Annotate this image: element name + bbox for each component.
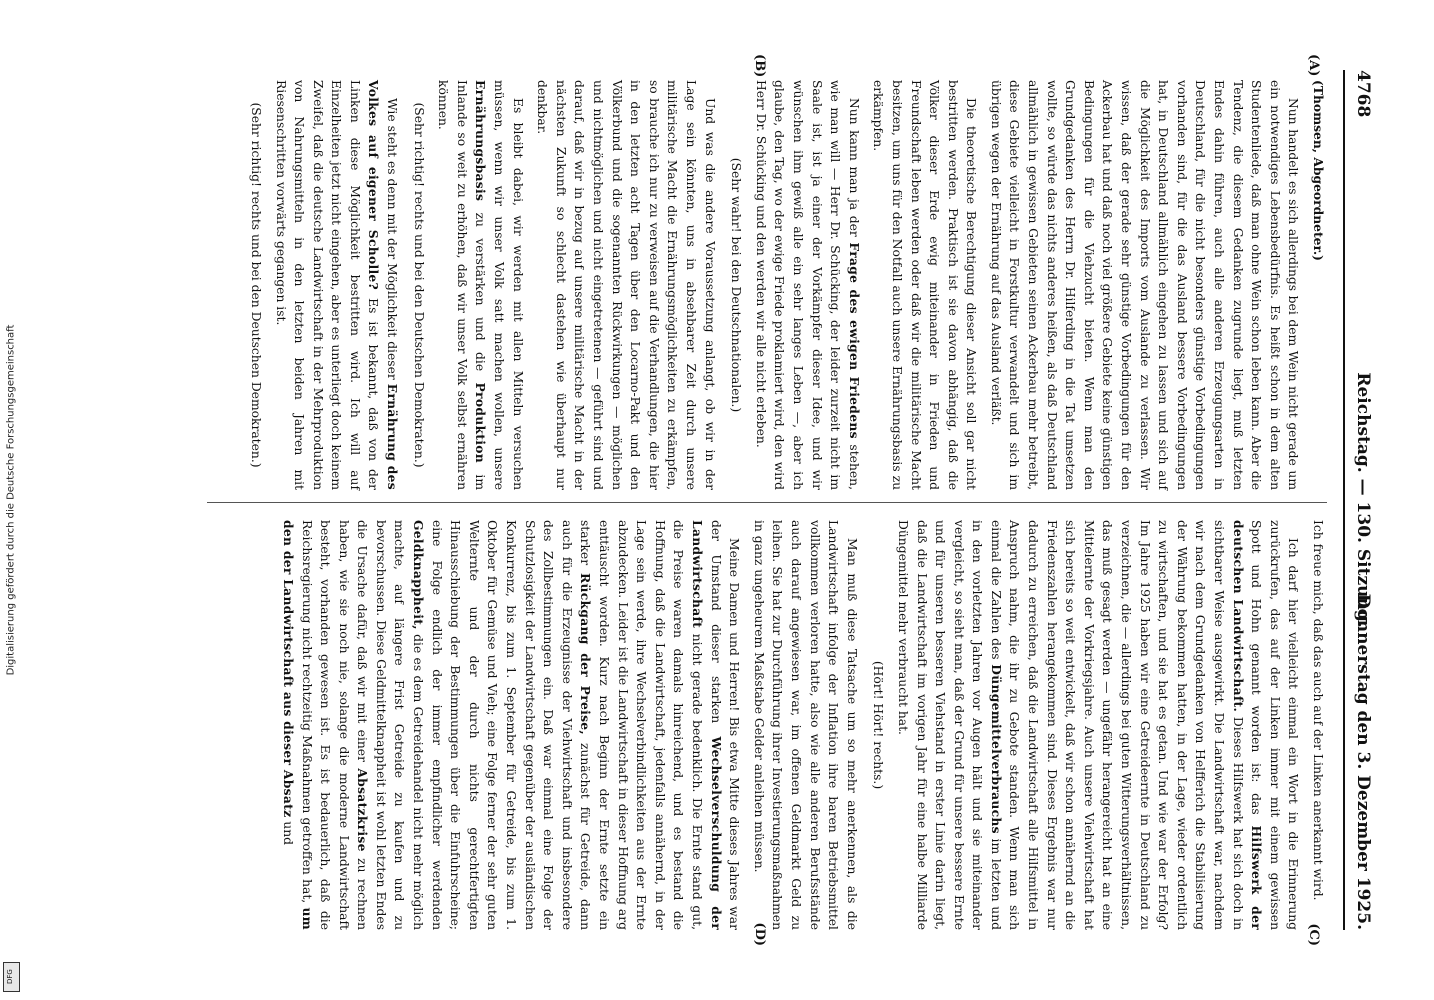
text-run: die es dem Getreidehandel nicht mehr möglich machte, auf längere Frist Getreide zu kaufen und zu bevorschussen. Diese Geldmittelknappheit ist wohl letzten Endes die Ursache dafür, daß wir mit einer (355, 520, 426, 930)
text-run: Es bleibt dabei, wir werden mit allen Mitteln versuchen müssen, wenn wir unser Volk satt machen wollen, unsere (492, 80, 525, 490)
emphasis: Rückgang der Preise, (578, 573, 594, 736)
emphasis: Absatzkrise (355, 768, 371, 852)
paragraph: Und was die andere Voraussetzung anlangt, ob wir in der Lage sein könnten, uns in absehbarer Zeit durch unsere militärische Macht die Ernährungsmöglichkeiten zu erkämpfen, so brauche ich nur zu verweisen auf die Verhandlungen, die hier in den letzten acht Tagen über den Locarno-Pakt und den Völkerbund und die sogenannten Rückwirkungen — möglichen und nichtmöglichen und nicht eingetretenen — geführt sind und darauf, daß wir in bezug auf unsere militärische Macht in der nächsten Zukunft so schlecht dastehen wie überhaupt nur denkbar. (535, 80, 717, 490)
right-column (272, 520, 1327, 930)
stage-direction: (Hört! Hört! rechts.) (871, 660, 886, 790)
rotated-page-content (167, 50, 1407, 950)
margin-marker-c: (C) (1306, 923, 1321, 946)
text-run: zunächst für Getreide, dann auch für die Erzeugnisse der Viehwirtschaft und insbesondere des Zollbestimmungen ein. Daß war einmal eine Folge der Schutzlosigkeit der Landwirtschaft gegenüber der ausländischen Konkurrenz, bis zum 1. September für Getreide, bis zum 1. Oktober für Gemüse und Vieh; eine Folge ferner der sehr guten Welternte und der durch nichts gerechtfertigten Hinausschiebung der Bestimmungen über die Einfuhrscheine; eine Folge endlich der immer empfindlicher werdenden (429, 520, 593, 930)
text-run: Dieses Hilfswerk hat sich doch in sichtbarer Weise ausgewirkt. Die Landwirtschaft war, nachdem wir nach dem Grundgedanken von Helfferich die Stabilisierung der Währung bekommen hatten, in der Lage, wieder ordentlich zu wirtschaften, und sie hat es getan. Und wie war der Erfolg? Im Jahre 1925 haben wir eine Getreideernte in Deutschland zu verzeichnen, die — allerdings bei guten Witterungsverhältnissen, das muß gesagt werden — ungefähr herangereicht hat an eine Mittelernte der Vorkriegsjahre. Auch unsere Viehwirtschaft hat sich bereits so weit entwickelt, daß wir schon annähernd an die Friedenszahlen herangekommen sind. Dieses Ergebnis war nur dadurch zu erreichen, daß die Landwirtschaft alle Hilfsmittel in Anspruch nahm, die ihr zu Gebote standen. Wenn man sich einmal die Zahlen des (988, 520, 1245, 930)
emphasis: Frage des ewigen Friedens (846, 242, 862, 439)
margin-marker-b: (B) (752, 54, 767, 78)
paragraph: Nun handelt es sich allerdings bei dem Wein nicht gerade um ein notwendiges Lebensbedürfnis. Es heißt schon in dem alten Studentenliede, daß man ohne Wein schon leben kann. Aber die Tendenz, die diesem Gedanken zugrunde liegt, muß letzten Endes dahin führen, auch alle anderen Erzeugungsarten in Deutschland, für die nicht besonders günstige Vorbedingungen vorhanden sind, für die das Ausland bessere Vorbedingungen hat, in Deutschland allmählich eingehen zu lassen und sich auf die Möglichkeit des Imports vom Auslande zu verlassen. Wir wissen, daß der gerade sehr günstige Vorbedingungen für den Ackerbau hat und daß noch viel größere Gebiete keine günstigen Bedingungen für die Viehzucht bieten. Wenn man den Grundgedanken des Herrn Dr. Hilferding in die Tat umsetzen wollte, so würde das nichts anderes heißen, als daß Deutschland allmählich in gewissen Gebieten seinen Ackerbau mehr betreibt, diese Gebiete vielleicht in Forstkultur verwandelt und sich im übrigen wegen der Ernährung auf das Ausland verläßt. (988, 80, 1301, 490)
text-run: Meine Damen und Herren! Bis etwa Mitte dieses Jahres war der Umstand dieser starken (708, 520, 742, 930)
column-divider (207, 502, 1327, 503)
paragraph: Man muß diese Tatsache um so mehr anerkennen, als die Landwirtschaft infolge der Inflation ihre baren Betriebsmittel vollkommen verloren hatte, also wie alle anderen Berufsstände auch darauf angewiesen war, im offenen Geldmarkt Geld zu leihen. Sie hat zur Durchführung ihrer Investierungsmaßnahmen in ganz ungeheurem Maßstabe Gelder anleihen müssen. (751, 520, 859, 930)
text-run: Wie steht es denn mit der Möglichkeit dieser (385, 98, 400, 380)
text-run: nicht gerade bedenklich. Die Ernte stand gut, die Preise waren damals hinreichend, und es bestand die Hoffnung, daß die Landwirtschaft, jedenfalls annähernd, in der Lage sein werde, ihre Wechselverbindlichkeiten aus der Ernte abzudecken. Leider ist die Landwirtschaft in dieser Hoffnung arg enttäuscht worden. Kurz nach Beginn der Ernte setzte ein starker (578, 520, 704, 931)
paragraph: Ich freue mich, daß das auch auf der Linken anerkannt wird. (1311, 520, 1325, 901)
text-run: stehen, wie man will — Herr Dr. Schücking, der leider zurzeit nicht im Saale ist, ist ja einer der Vorkämpfer dieser Idee, und wir wünschen ihm gewiß alle ein sehr langes Leben —, aber ich glaube, den Tag, wo der ewige Friede proklamiert wird, den wird Herr Dr. Schücking und den werden wir alle nicht erleben. (753, 80, 861, 490)
text-run: Es ist bekannt, daß von der Linken diese Möglichkeit bestritten wird. Ich will auf Einzelheiten jetzt nicht eingehen, aber es unterliegt doch keinem Zweifel, daß die deutsche Landwirtschaft in der Mehrproduktion von Nahrungsmitteln in den letzten beiden Jahren mit Riesenschritten vorwärts gegangen ist. (273, 80, 381, 490)
page-number: 4768 (1353, 70, 1373, 118)
paragraph (434, 80, 527, 490)
page-header (1343, 70, 1379, 930)
text-run: zu verstärken und die (473, 212, 488, 372)
digitization-credit: Digitalisierung gefördert durch die Deutsche Forschungsgemeinschaft (5, 324, 17, 676)
paragraph (271, 80, 401, 490)
emphasis: um den der Landwirtschaft aus dieser Absatz (280, 520, 315, 930)
session-date: Donnerstag den 3. Dezember 1925. (1353, 593, 1373, 930)
page-title: Reichstag. — 130. Sitzung. (1353, 372, 1373, 628)
dfg-logo: DFG (3, 962, 20, 992)
speaker-line (1308, 80, 1327, 490)
emphasis: Ernährungsbasis (473, 80, 489, 202)
text-run: Ich darf hier vielleicht einmal ein Wort in die Erinnerung zurückrufen, das auf der Linken immer mit einem gewissen Spott und Hohn genannt worden ist: das (1249, 520, 1301, 930)
text-run: Nun kann man ja der (846, 98, 861, 237)
margin-marker-a: (A) (1306, 54, 1321, 77)
stage-direction: (Sehr richtig! rechts und bei den Deutschen Demokraten.) (411, 102, 426, 468)
margin-marker-d: (D) (752, 922, 767, 946)
text-run: und (280, 821, 295, 846)
paragraph (893, 520, 1302, 930)
paragraph (751, 80, 863, 490)
emphasis: Hilfswerk der deutschen Landwirtschaft. (1230, 520, 1265, 930)
emphasis: Geldknappheit, (411, 520, 427, 630)
paragraph: Die theoretische Berechtigung dieser Ansicht soll gar nicht bestritten werden. Praktisch ist sie davon abhängig, daß die Völker dieser Erde ewig miteinander in Frieden und Freundschaft leben werden oder daß wir die militärische Macht besitzen, um uns für den Notfall auch unsere Ernährungsbasis zu erkämpfen. (871, 80, 979, 490)
footer-strip (0, 0, 22, 1000)
emphasis: Ernährung des Volkes auf eigener Scholle? (366, 80, 401, 490)
stage-direction: (Sehr wahr! bei den Deutschnationalen.) (729, 157, 744, 413)
left-column (238, 80, 1327, 490)
text-run: im letzten und in den vorletzten Jahren vor Augen hält und sie miteinander vergleicht, so sieht man, daß der Grund für unsere bessere Ernte und für unseren besseren Viehstand in erster Linie darin liegt, daß die Landwirtschaft im vorigen Jahr für eine halbe Milliarde Düngemittel mehr verbraucht hat. (895, 520, 1003, 930)
emphasis: Produktion (473, 382, 489, 463)
text-run: im Inlande so weit zu erhöhen, daß wir unser Volk selbst ernähren können. (436, 80, 488, 490)
emphasis: Düngemittelverbrauchs (988, 664, 1004, 834)
text-run: zu rechnen haben, wie sie noch nie, solange die moderne Landwirtschaft besteht, vorhanden gewesen ist. Es ist bedauerlich, daß die Reichsregierung nicht rechtzeitig Maßnahmen getroffen hat, (299, 520, 370, 930)
stage-direction: (Sehr richtig! rechts und bei den Deutschen Demokraten.) (248, 102, 263, 468)
paragraph (278, 520, 743, 930)
emphasis: Wechselverschuldung der Landwirtschaft (690, 520, 724, 931)
speaker-name: (Thomsen, Abgeordneter.) (1311, 80, 1326, 261)
